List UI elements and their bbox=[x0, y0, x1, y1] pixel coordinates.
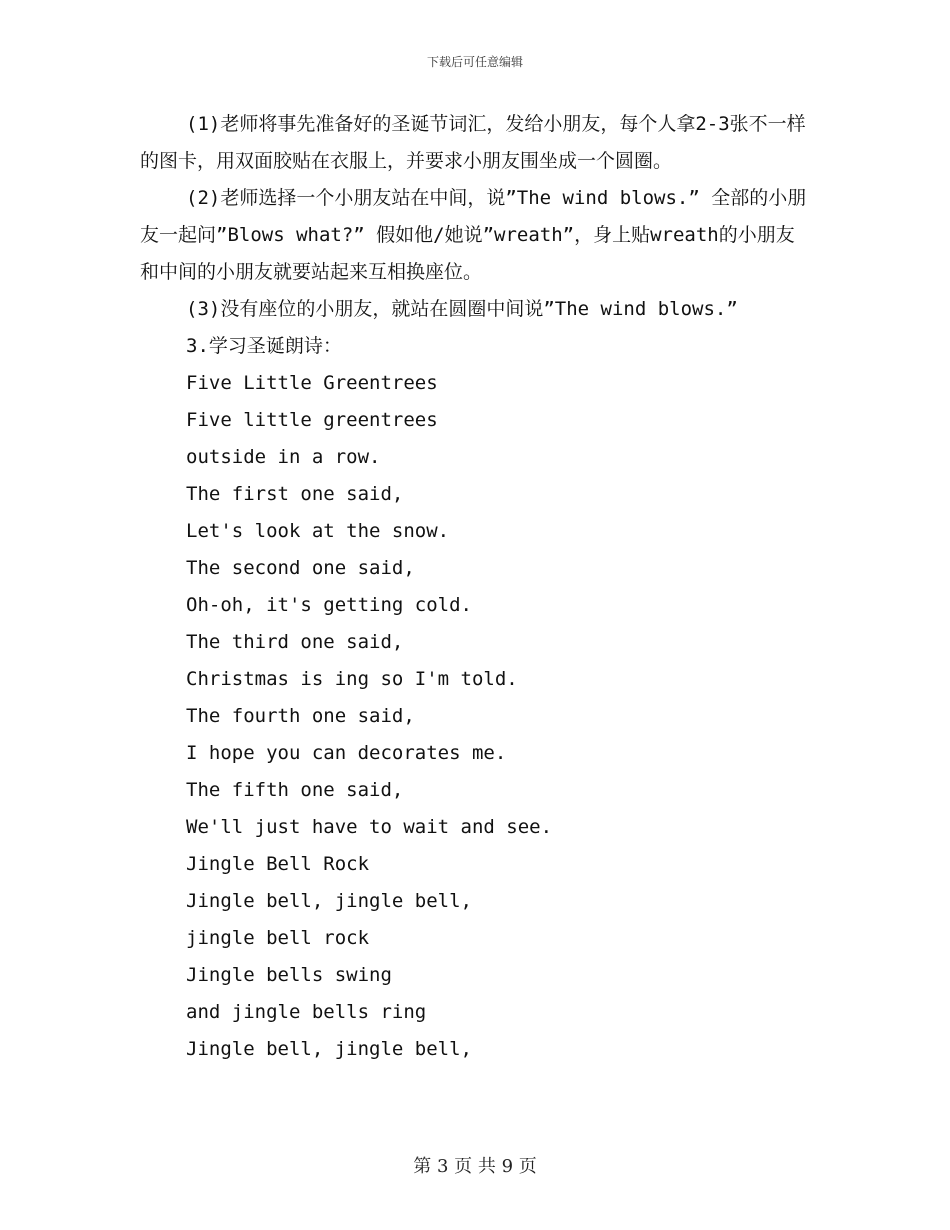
poem-line: We'll just have to wait and see. bbox=[186, 816, 553, 838]
paragraph-step-3: (3)没有座位的小朋友，就站在圆圈中间说”The wind blows.” bbox=[186, 298, 738, 320]
poem-line: I hope you can decorates me. bbox=[186, 742, 507, 764]
paragraph-step-2: (2)老师选择一个小朋友站在中间，说”The wind blows.” 全部的小朋友一起问”Blows what?” 假如他/她说”wreath”，身上贴wreath的小朋友和中间的小朋友就要站起来互相换座位。 bbox=[140, 187, 807, 283]
poem-line: outside in a row. bbox=[186, 446, 381, 468]
song-line: Jingle bell, jingle bell, bbox=[186, 890, 472, 912]
poem-line: Five little greentrees bbox=[186, 409, 438, 431]
paragraph-step-1: (1)老师将事先准备好的圣诞节词汇，发给小朋友，每个人拿2-3张不一样的图卡，用双面胶贴在衣服上，并要求小朋友围坐成一个圆圈。 bbox=[140, 113, 806, 172]
poem-line: The fifth one said, bbox=[186, 779, 404, 801]
song-line: Jingle bell, jingle bell, bbox=[186, 1038, 472, 1060]
poem-line: The first one said, bbox=[186, 483, 404, 505]
song-title: Jingle Bell Rock bbox=[186, 853, 370, 875]
poem-line: Oh-oh, it's getting cold. bbox=[186, 594, 472, 616]
section-heading: 3.学习圣诞朗诗： bbox=[186, 335, 342, 357]
poem-title: Five Little Greentrees bbox=[186, 372, 438, 394]
page-number-footer: 第 3 页 共 9 页 bbox=[413, 1156, 537, 1177]
poem-line: The fourth one said, bbox=[186, 705, 415, 727]
song-line: jingle bell rock bbox=[186, 927, 370, 949]
poem-line: The second one said, bbox=[186, 557, 415, 579]
poem-line: The third one said, bbox=[186, 631, 404, 653]
song-line: Jingle bells swing bbox=[186, 964, 392, 986]
page-header: 下载后可任意编辑 bbox=[426, 55, 523, 69]
poem-line: Christmas is ing so I'm told. bbox=[186, 668, 518, 690]
poem-line: Let's look at the snow. bbox=[186, 520, 450, 542]
song-line: and jingle bells ring bbox=[186, 1001, 427, 1023]
document-body bbox=[140, 106, 812, 1068]
